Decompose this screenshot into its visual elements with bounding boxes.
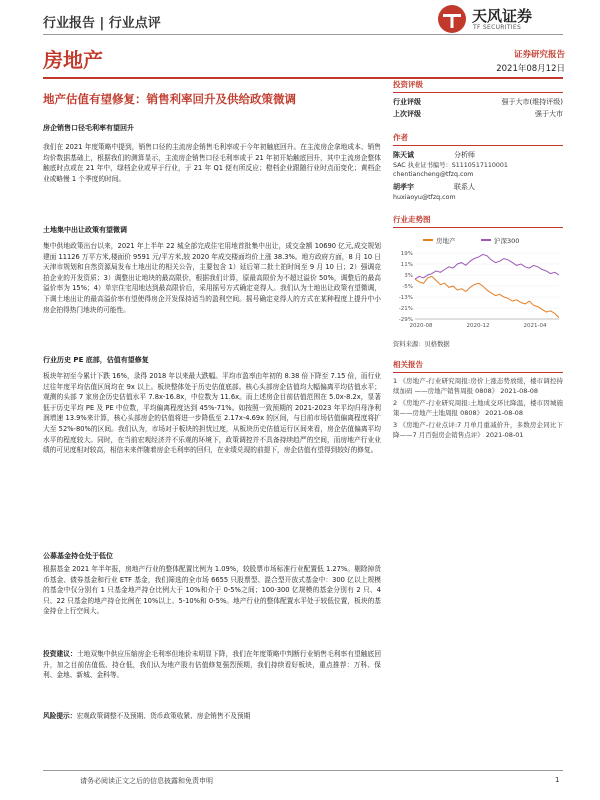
related-panel xyxy=(393,359,563,440)
author-divider xyxy=(393,145,563,146)
header-divider xyxy=(43,34,563,35)
section-heading: 土地集中出让政策有望微调 xyxy=(43,226,127,234)
section-body: 集中供地政策出台以来，2021 年上半年 22 城全部完成住宅用地首批集中出让，成交金额 10690 亿元,成交规划建面 11126 万平方米,楼面价 9591 元/平方米,较 2020 年成交楼面均价上涨 38.3%。地方政府方面，8 月 10 日天津市规划和自然资源局发布土地出让的相关公告，主要包含 1）延后第二批土拍时间至 9 月 10 日；2）强调竞拍企业的开发资质；3）调整出让地块的最高限价，根据我们计算，原最高限价为不超过溢价 50%，调整后的最高溢价率为 15%；4）单宗住宅用地达到最高限价后，采用摇号方式确定竞得人。我们认为土地出让政策有望微调，下调土地出让的最高溢价率有望使得房企开发保持适当的盈利空间。摇号确定竞得人的方式在某种程度上提升中小房企拍得热门地块的可能性。 xyxy=(43,242,381,314)
y-tick-label: 3% xyxy=(404,273,413,279)
main-title: 地产估值有望修复：销售利率回升及供给政策微调 xyxy=(43,92,296,106)
rating-panel xyxy=(393,79,563,120)
risk-body: 宏观政策调整不及预期、货币政策收紧、房企销售不及预期 xyxy=(76,712,251,720)
brand-logo xyxy=(437,4,577,34)
trend-panel xyxy=(393,214,563,228)
risk-note xyxy=(43,711,381,722)
author-name: 胡孝宇 xyxy=(393,183,414,191)
report-category: 行业报告 | 行业点评 xyxy=(43,16,161,31)
rating-label: 上次评级 xyxy=(393,110,421,118)
footer-divider xyxy=(43,770,563,771)
author-email[interactable]: huxiaoyu@tfzq.com xyxy=(393,194,456,201)
risk-label: 风险提示： xyxy=(43,712,77,720)
rating-row xyxy=(393,108,563,120)
author-row xyxy=(393,181,563,193)
related-divider xyxy=(393,372,563,373)
y-tick-label: -29% xyxy=(398,317,413,323)
invest-advice-body: 土地双集中供应压缩房企毛利率但地价未明显下降，我们在年度策略中判断行业销售毛利率有望触底回升，加之目前估值低、持仓低，我们认为地产股有估值修复强烈预期，我们持续看好板块，重点推荐：万科、保利、金地、新城、金科等。 xyxy=(43,650,382,680)
legend-label: 沪深300 xyxy=(494,237,520,245)
y-tick-label: 19% xyxy=(400,251,413,257)
related-report-link[interactable]: 3 《房地产-行业点评:7 月单月重减价升，多数房企同比下降——7 月百强房企销售点评》 2021-08-01 xyxy=(393,421,563,439)
trend-chart xyxy=(393,231,563,336)
rating-value: 强于大市 xyxy=(535,110,563,118)
page-number: 1 xyxy=(555,776,560,784)
report-date: 2021年08月12日 xyxy=(496,64,565,74)
rating-divider xyxy=(393,92,563,93)
section-body: 根据基金 2021 年半年报，房地产行业的整体配置比例为 1.09%，较股票市场标准行业配置低 1.27%。剔除掉货币基金、债券基金和行业 ETF 基金，我们筛选的全市场 6655 只股票型、混合型开放式基金中：300 亿以上规模的基金中仅分别有 1 只基金地产持仓比例大于 10%和介于 0-5%之间；100-300 亿规模的基金分别有 2 只、4 只、22 只基金的地产持仓比例在 10%以上、5-10%和 0-5%。地产行业的整体配置水平处于较低位置，板块的基金持仓上行空间大。 xyxy=(43,565,381,616)
related-report-link[interactable]: 2 《房地产-行业研究周报:土地成交环比降温，楼市因城施策——房地产土地周报 0808》 2021-08-08 xyxy=(393,399,563,417)
chart-source: 资料来源：贝格数据 xyxy=(393,341,450,348)
author-title: 作者 xyxy=(393,133,408,142)
y-tick-label: 11% xyxy=(400,262,413,268)
author-row xyxy=(393,149,563,161)
y-tick-label: -21% xyxy=(398,306,413,312)
invest-advice xyxy=(43,649,381,681)
x-tick-label: 2021-04 xyxy=(523,323,547,329)
y-tick-label: -13% xyxy=(398,295,413,301)
x-tick-label: 2020-08 xyxy=(409,323,433,329)
trend-title: 行业走势图 xyxy=(393,215,431,224)
section-body: 我们在 2021 年度策略中提到，销售口径的主流房企销售毛利率或于今年初触底回升。在主流房企拿地成本、销售均价数据基础上，根据我们的测算显示，主流房企销售口径毛利率或于 21 年初开始触底回升，其中主流房企整体触底时点或在 21 年中，绿档企业或早于行业，于 21 年 Q1 便有所反应；橙档企业跟随行业时点而变化；黄档企业或略慢 1 个季度的时间。 xyxy=(43,143,381,183)
author-role: 分析师 xyxy=(454,151,475,159)
report-type: 证券研究报告 xyxy=(513,50,565,60)
rating-row xyxy=(393,96,563,108)
disclaimer-note: 请务必阅读正文之后的信息披露和免责申明 xyxy=(80,777,213,785)
sector-title: 房地产 xyxy=(43,48,103,72)
section-heading: 房企销售口径毛利率有望回升 xyxy=(43,124,134,132)
author-cert: SAC 执业证书编号：S1110517110001 xyxy=(393,162,508,169)
section-body: 板块年初至今累计下跌 16%，录得 2018 年以来最大跌幅。平均市盈率由年初的 8.38 倍下降至 7.15 倍，而行业过往年度平均估值区间均在 9x 以上。板块整体处于历史估值底部。核心头部房企估值均大幅偏离平均估值水平；观测的头部 7 家房企历史估值水平 7.8x-16.8x，中位数为 11.6x。而上述房企目前估值范围在 5.0x-8.2x，显著低于历史平均 PE 及 PE 中位数，平均偏离程度达到 45%-71%。如按照一致预期的 2021-2023 年平均归母净利润增速 13.9%来计算，核心头部房企的估值将进一步降低至 2.17x-4.69x 的区间，与目前市场估值偏离程度将扩大至 52%-80%的区间。我们认为，市场对于板块的担忧过度，从板块历史估值运行区间来看，房企估值偏离平均水平的程度较大。同时，在当前宏观经济并不乐观的环境下，政策调控并不具备持续趋严的空间，而房地产行业业绩的可见度相对较高，相信未来伴随着房企毛利率的回归，在业绩兑现的前提下，房企估值有望得到较好的修复。 xyxy=(43,372,381,455)
rating-label: 行业评级 xyxy=(393,98,421,106)
x-tick-label: 2020-12 xyxy=(466,323,490,329)
related-title: 相关报告 xyxy=(393,360,423,369)
trend-divider xyxy=(393,227,563,228)
rating-value: 强于大市(维持评级) xyxy=(501,98,563,106)
author-panel xyxy=(393,132,563,202)
brand-logo-icon xyxy=(437,4,467,34)
series-line xyxy=(415,254,559,279)
author-email[interactable]: chentiancheng@tfzq.com xyxy=(393,171,474,178)
brand-name-en: TF SECURITIES xyxy=(473,24,522,31)
author-role: 联系人 xyxy=(454,183,475,191)
author-name: 陈天诚 xyxy=(393,151,414,159)
section-heading: 公募基金持仓处于低位 xyxy=(43,552,113,560)
brand-name: 天风证券 xyxy=(472,7,533,25)
y-tick-label: -5% xyxy=(402,284,413,290)
section-heading: 行业历史 PE 底部，估值有望修复 xyxy=(43,356,149,364)
rating-title: 投资评级 xyxy=(393,80,423,89)
legend-label: 房地产 xyxy=(436,237,456,245)
invest-advice-label: 投资建议： xyxy=(43,650,77,658)
related-report-link[interactable]: 1 《房地产-行业研究周报:房价上涨态势放缓，楼市调控持续加码 ——房地产销售周报 0808》 2021-08-08 xyxy=(393,377,563,395)
